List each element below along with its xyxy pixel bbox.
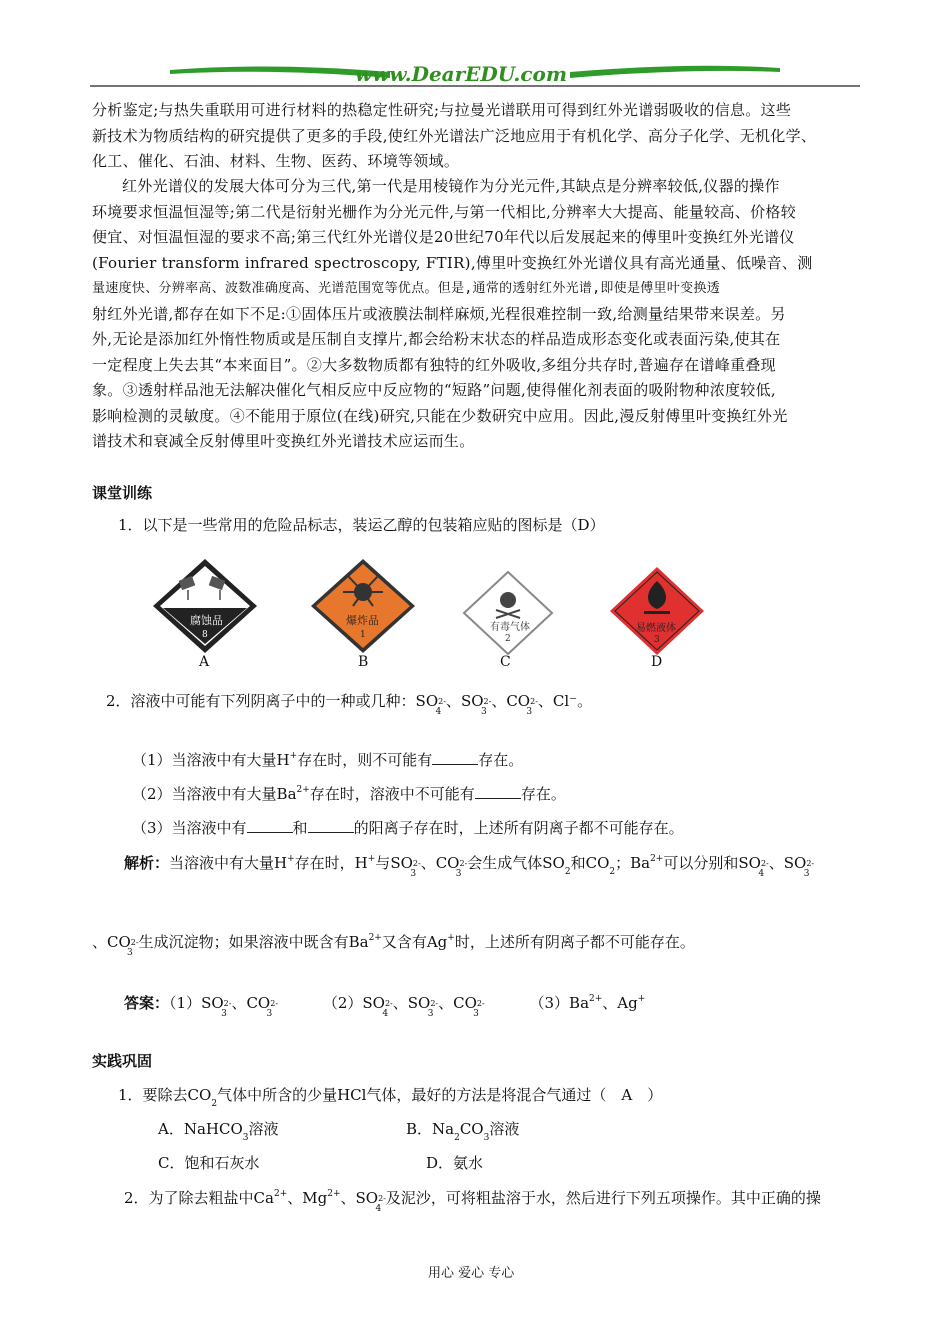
text-line: 谱技术和衰减全反射傅里叶变换红外光谱技术应运而生。 [92, 432, 475, 450]
answer-blank[interactable] [432, 750, 478, 765]
text-line: 便宜、对恒温恒湿的要求不高;第三代红外光谱仪是20世纪70年代以后发展起来的傅里叶变换红外光谱仪 [92, 228, 795, 246]
ion-sulfite: SO2- 3 [783, 854, 815, 879]
ion-sulfate: SO2- 4 [355, 1189, 386, 1214]
ion-sulfite: SO2- 3 [390, 854, 421, 879]
intro-paragraph-1 [92, 98, 872, 175]
option-label-c: C [500, 654, 511, 670]
question-2-stem: 2．溶液中可能有下列阴离子中的一种或几种：SO2- 4 、SO2- 3 、CO2- 3 、Cl⁻。 [106, 692, 593, 717]
practice-question-1: 1．要除去$CO_2$气体中所含的少量HCl气体，最好的方法是将混合气通过（ A ） [118, 1086, 663, 1109]
hazard-sign-a [150, 556, 260, 656]
ion-sulfate: SO2- 4 [362, 994, 393, 1019]
sign-number: 3 [654, 635, 660, 645]
corrosive-icon [150, 556, 260, 656]
ion-carbonate: CO2- 3 [453, 994, 485, 1019]
answer-blank[interactable] [247, 818, 293, 833]
answer-label: 答案： [124, 994, 170, 1012]
explosive-icon [308, 556, 418, 656]
practice-question-2: 2．为了除去粗盐中$Ca^{2+}$、$Mg^{2+}$、SO2- 4 及泥沙，可将粗盐溶于水，然后进行下列五项操作。其中正确的操 [124, 1189, 821, 1214]
q2-stem-text: 2．溶液中可能有下列阴离子中的一种或几种： [106, 692, 416, 710]
text-line: 象。③透射样品池无法解决催化气相反应中反应物的“短路”问题,使得催化剂表面的吸附物种浓度较低, [92, 381, 776, 399]
ion-sulfite: SO2- 3 [201, 994, 232, 1019]
hazard-sign-c [462, 570, 554, 656]
text-line: 新技术为物质结构的研究提供了更多的手段,使红外光谱法广泛地应用于有机化学、高分子化学、无机化学、 [92, 126, 817, 145]
ion-carbonate: CO2- 3 [506, 692, 538, 717]
answer-blank[interactable] [475, 784, 521, 799]
option-label-a: A [199, 654, 210, 670]
sign-inner-text: 腐蚀品 [190, 614, 223, 627]
section-title-classroom: 课堂训练 [92, 484, 153, 502]
answer-blank[interactable] [308, 818, 354, 833]
intro-paragraph-2 [92, 174, 872, 455]
text-line: (Fourier transform infrared spectroscopy, FTIR),傅里叶变换红外光谱仪具有高光通量、低噪音、测 [92, 253, 813, 272]
text-line: 分析鉴定;与热失重联用可进行材料的热稳定性研究;与拉曼光谱联用可得到红外光谱弱吸收的信息。这些 [92, 101, 792, 119]
sign-inner-text: 易燃液体 [636, 623, 676, 634]
sign-number: 2 [505, 634, 511, 644]
question-2-sub1: （1）当溶液中有大量H+存在时，则不可能有 存在。 [132, 751, 524, 769]
analysis-line-1: 解析：当溶液中有大量H+存在时，H+与SO2- 3 、CO2- 3 会生成气体$SO_2$和$CO_2$；$Ba^{2+}$可以分别和SO2- 4 、SO2- 3 [124, 854, 815, 879]
text-line: 环境要求恒温恒湿等;第二代是衍射光栅作为分光元件,与第一代相比,分辨率大大提高、能量较高、价格较 [92, 202, 796, 221]
text-line: 量速度快、分辨率高、波数准确度高、光谱范围宽等优点。但是,通常的透射红外光谱,即使是傅里叶变换透 [92, 281, 721, 296]
text-line: 外,无论是添加红外惰性物质或是压制自支撑片,都会给粉末状态的样品造成形态变化或表面污染,使其在 [92, 330, 781, 348]
ion-carbonate: CO2- 3 [435, 854, 468, 879]
sign-number: 1 [360, 630, 366, 640]
option-a[interactable]: A．NaHCO$_3$溶液 [158, 1120, 279, 1143]
ion-sulfite: SO2- 3 [407, 994, 439, 1019]
option-label-d: D [651, 654, 663, 670]
sign-inner-text: 爆炸品 [346, 614, 379, 627]
ion-sulfite: SO2- 3 [460, 692, 492, 717]
ion-sulfate: SO2- 4 [415, 692, 446, 717]
question-2-sub2: （2）当溶液中有大量$Ba^{2+}$存在时，溶液中不可能有 存在。 [132, 785, 566, 803]
text-line: 一定程度上失去其“本来面目”。②大多数物质都有独特的红外吸收,多组分共存时,普遍存在谱峰重叠现 [92, 355, 776, 374]
page-footer: 用心 爱心 专心 [428, 1266, 515, 1281]
option-c[interactable]: C．饱和石灰水 [158, 1154, 260, 1172]
text-line: 射红外光谱,都存在如下不足:①固体压片或液膜法制样麻烦,光程很难控制一致,给测量结果带来误差。另 [92, 304, 786, 323]
analysis-line-2: 、CO2- 3 生成沉淀物；如果溶液中既含有$Ba^{2+}$又含有Ag+时，上述所有阴离子都不可能存在。 [92, 933, 695, 958]
sign-inner-text: 有毒气体 [490, 622, 530, 633]
analysis-label: 解析： [124, 854, 170, 872]
text-line: 影响检测的灵敏度。④不能用于原位(在线)研究,只能在少数研究中应用。因此,漫反射傅里叶变换红外光 [92, 406, 788, 425]
ion-carbonate: CO2- 3 [107, 933, 139, 958]
hazard-sign-d [608, 565, 706, 657]
ion-carbonate: CO2- 3 [246, 994, 279, 1019]
sign-number: 8 [202, 630, 208, 640]
option-d[interactable]: D．氨水 [426, 1154, 484, 1172]
question-2-sub3: （3）当溶液中有 和 的阳离子存在时，上述所有阴离子都不可能存在。 [132, 819, 684, 837]
ion-sulfate: SO2- 4 [738, 854, 769, 879]
answer-line: 答案：（1）SO2- 3 、CO2- 3 （2）SO2- 4 、SO2- 3 、CO2- 3 $(3)Ba^{2+}$、Ag+ [124, 994, 646, 1019]
text-line: 化工、催化、石油、材料、生物、医药、环境等领域。 [92, 152, 460, 170]
option-label-b: B [358, 654, 369, 670]
text-line: 红外光谱仪的发展大体可分为三代,第一代是用棱镜作为分光元件,其缺点是分辨率较低,仪器的操作 [122, 177, 780, 195]
hazard-sign-b [308, 556, 418, 656]
site-logo: www.DearEDU.com [355, 62, 568, 86]
section-title-practice: 实践巩固 [92, 1052, 153, 1070]
option-b[interactable]: B．$Na_2CO_3$溶液 [406, 1120, 520, 1143]
question-1-text: 1．以下是一些常用的危险品标志，装运乙醇的包装箱应贴的图标是（D） [118, 516, 605, 534]
